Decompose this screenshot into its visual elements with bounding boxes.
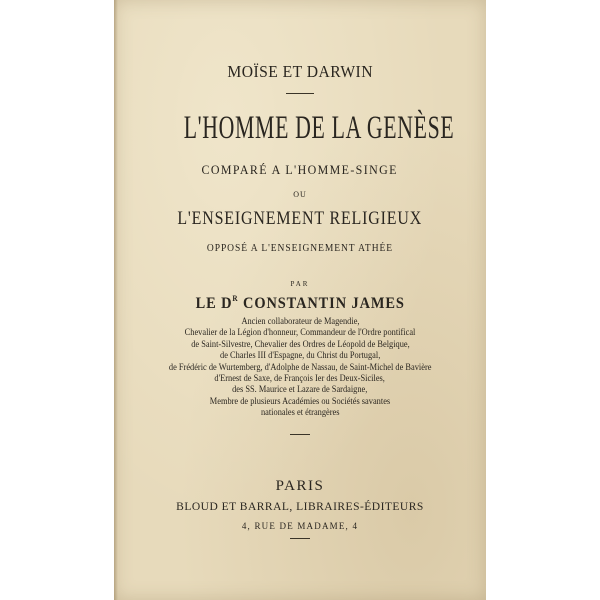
credential-line — [114, 407, 486, 418]
author — [114, 294, 486, 313]
credential-text: Ancien collaborateur de Magendie, — [240, 316, 360, 326]
subtitle — [114, 162, 486, 178]
by-text: PAR — [290, 280, 310, 288]
credential-text: des SS. Maurice et Lazare de Sardaigne, — [232, 384, 368, 395]
series-title — [114, 62, 486, 82]
imprint-city-text: PARIS — [275, 478, 325, 494]
divider-rule — [290, 538, 310, 539]
alternate-title-text: L'ENSEIGNEMENT RELIGIEUX — [177, 208, 423, 229]
credential-text: Chevalier de la Légion d'honneur, Commandeur de l'Ordre pontifical — [184, 327, 416, 338]
imprint-address — [114, 521, 486, 531]
imprint-city — [114, 478, 486, 495]
credential-line — [114, 339, 486, 350]
credential-line — [114, 316, 486, 327]
credential-line — [114, 396, 486, 407]
credential-line — [114, 327, 486, 338]
credential-text: nationales et étrangères — [260, 407, 340, 418]
alternate-title — [114, 208, 486, 230]
author-name — [195, 294, 404, 313]
credential-line — [114, 373, 486, 384]
author-credentials — [114, 316, 486, 419]
credential-line — [114, 362, 486, 373]
title-page — [114, 0, 486, 600]
main-title — [114, 110, 486, 147]
credential-text: de Charles III d'Espagne, du Christ du Portugal, — [219, 350, 381, 361]
alternate-subtitle-text: OPPOSÉ A L'ENSEIGNEMENT ATHÉE — [206, 243, 394, 254]
divider-rule — [286, 93, 314, 94]
credential-line — [114, 384, 486, 395]
author-prefix: LE D — [195, 295, 233, 312]
credential-text: de Saint-Silvestre, Chevalier des Ordres de Léopold de Belgique, — [190, 338, 410, 349]
imprint-address-text: 4, RUE DE MADAME, 4 — [241, 521, 359, 531]
author-title-superscript: R — [232, 294, 239, 303]
credential-text: Membre de plusieurs Académies ou Sociétés savantes — [209, 395, 391, 406]
by-line — [114, 280, 486, 288]
author-name-text: CONSTANTIN JAMES — [238, 295, 405, 312]
conjunction-text: OU — [293, 190, 307, 199]
imprint-publisher-text: BLOUD ET BARRAL, LIBRAIRES-ÉDITEURS — [176, 499, 424, 513]
series-title-text: MOÏSE ET DARWIN — [227, 62, 373, 81]
alternate-subtitle — [114, 243, 486, 254]
imprint-publisher — [114, 499, 486, 514]
credential-text: d'Ernest de Saxe, de François Ier des Deux-Siciles, — [214, 373, 386, 384]
credential-text: de Frédéric de Wurtemberg, d'Adolphe de Nassau, de Saint-Michel de Bavière — [168, 361, 432, 372]
divider-rule — [290, 434, 310, 435]
conjunction — [114, 190, 486, 199]
main-title-text: L'HOMME DE LA GENÈSE — [183, 110, 455, 146]
credential-line — [114, 350, 486, 361]
subtitle-text: COMPARÉ A L'HOMME-SINGE — [201, 162, 399, 177]
